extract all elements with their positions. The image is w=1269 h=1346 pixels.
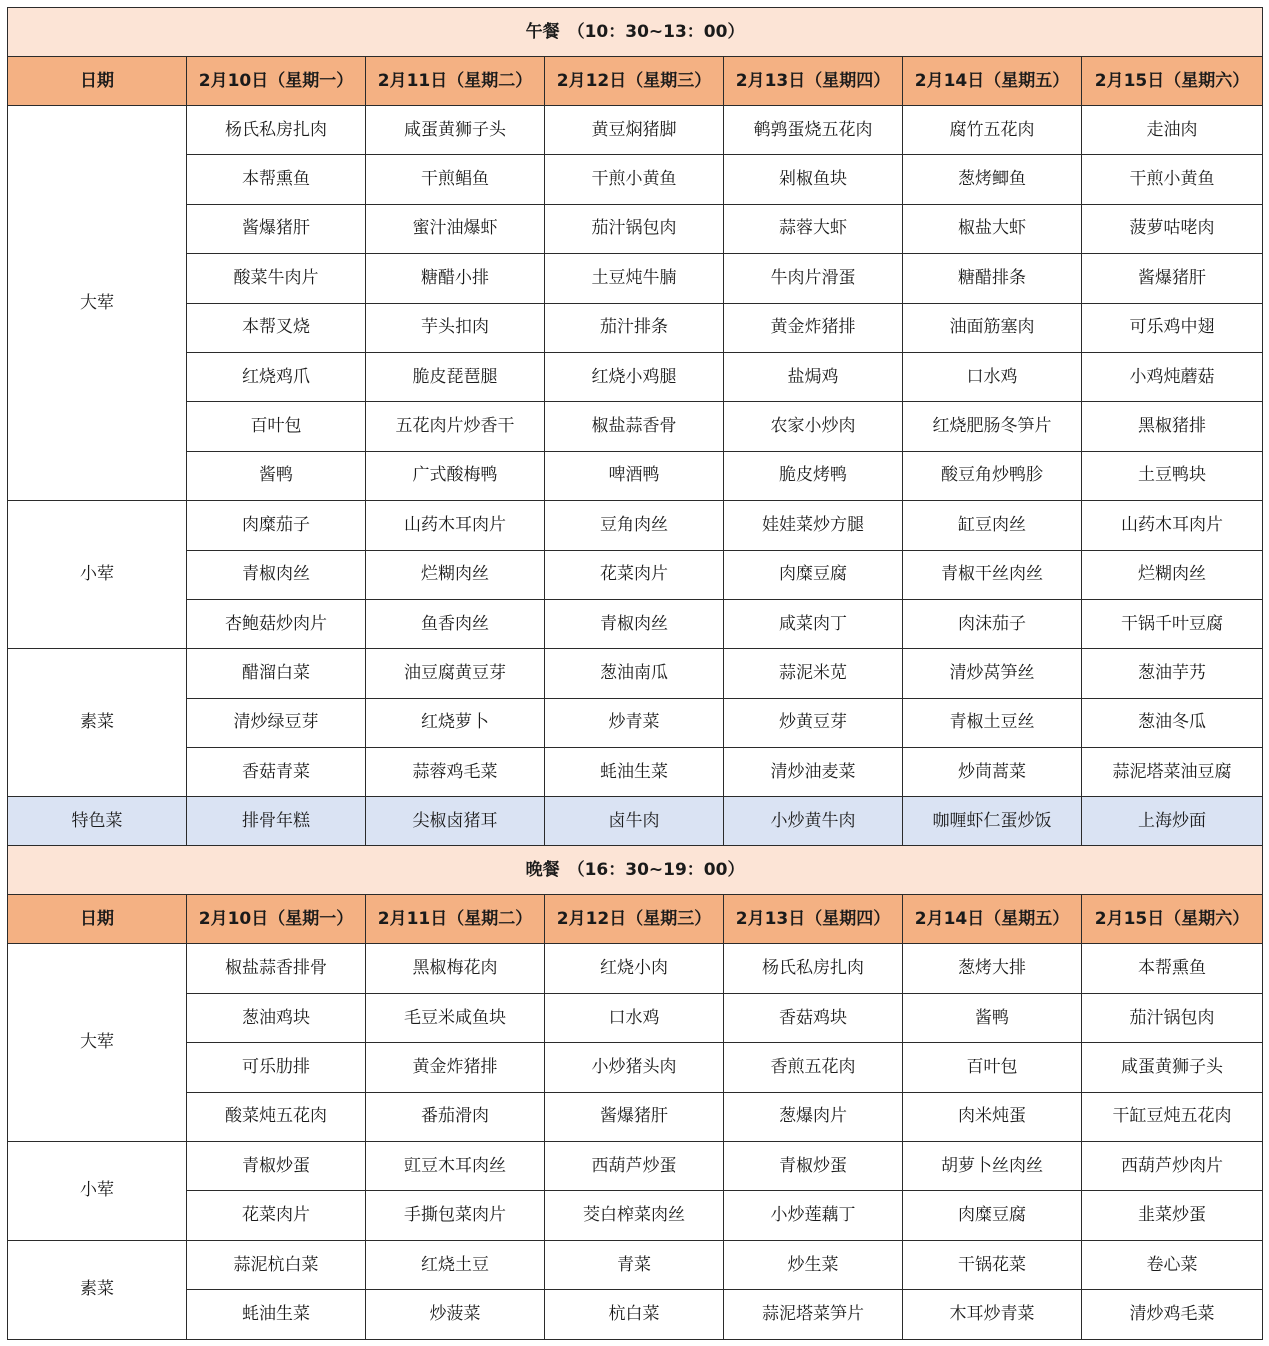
dish-cell: 糖醋排条	[903, 254, 1082, 303]
dish-cell: 肉糜茄子	[187, 501, 366, 550]
day-header: 2月15日（星期六）	[1082, 895, 1263, 944]
special-label: 特色菜	[8, 797, 187, 846]
dish-cell: 红烧小肉	[545, 944, 724, 993]
dish-cell: 红烧鸡爪	[187, 352, 366, 401]
dish-cell: 蚝油生菜	[187, 1290, 366, 1339]
dish-cell: 椒盐蒜香排骨	[187, 944, 366, 993]
dish-cell: 木耳炒青菜	[903, 1290, 1082, 1339]
dish-cell: 剁椒鱼块	[724, 155, 903, 204]
day-header: 2月10日（星期一）	[187, 895, 366, 944]
dish-cell: 酱鸭	[903, 993, 1082, 1042]
dish-cell: 蒜蓉鸡毛菜	[366, 748, 545, 797]
weekly-menu-table	[7, 7, 1263, 1340]
dish-cell: 醋溜白菜	[187, 649, 366, 698]
lunch-title-cell	[8, 8, 1263, 57]
dish-cell: 山药木耳肉片	[366, 501, 545, 550]
dish-cell: 炒青菜	[545, 698, 724, 747]
dish-cell: 卷心菜	[1082, 1240, 1263, 1289]
dish-cell: 干煎小黄鱼	[1082, 155, 1263, 204]
table-row	[8, 1191, 1263, 1240]
dish-cell: 杨氏私房扎肉	[187, 106, 366, 155]
dish-cell: 青椒炒蛋	[724, 1142, 903, 1191]
table-row	[8, 993, 1263, 1042]
dish-cell: 葱油南瓜	[545, 649, 724, 698]
special-dishes-row	[8, 797, 1263, 846]
dish-cell: 胡萝卜丝肉丝	[903, 1142, 1082, 1191]
table-row	[8, 944, 1263, 993]
dish-cell: 清炒油麦菜	[724, 748, 903, 797]
dish-cell: 肉糜豆腐	[724, 550, 903, 599]
dish-cell: 西葫芦炒蛋	[545, 1142, 724, 1191]
table-row	[8, 303, 1263, 352]
dish-cell: 鱼香肉丝	[366, 599, 545, 648]
dish-cell: 蜜汁油爆虾	[366, 204, 545, 253]
dish-cell: 炒生菜	[724, 1240, 903, 1289]
category-label: 小荤	[8, 1142, 187, 1241]
dish-cell: 韭菜炒蛋	[1082, 1191, 1263, 1240]
dish-cell: 小炒莲藕丁	[724, 1191, 903, 1240]
table-row	[8, 1092, 1263, 1141]
day-header: 2月12日（星期三）	[545, 895, 724, 944]
dish-cell: 青椒土豆丝	[903, 698, 1082, 747]
day-header: 2月10日（星期一）	[187, 57, 366, 106]
menu-body	[8, 8, 1263, 1340]
dish-cell: 西葫芦炒肉片	[1082, 1142, 1263, 1191]
dish-cell: 椒盐大虾	[903, 204, 1082, 253]
dish-cell: 豇豆木耳肉丝	[366, 1142, 545, 1191]
dish-cell: 蚝油生菜	[545, 748, 724, 797]
lunch-header-row	[8, 57, 1263, 106]
category-label: 素菜	[8, 649, 187, 797]
dish-cell: 葱油芋艿	[1082, 649, 1263, 698]
table-row	[8, 254, 1263, 303]
dish-cell: 土豆炖牛腩	[545, 254, 724, 303]
table-row	[8, 155, 1263, 204]
dish-cell: 走油肉	[1082, 106, 1263, 155]
special-dish-cell: 小炒黄牛肉	[724, 797, 903, 846]
dish-cell: 鹌鹑蛋烧五花肉	[724, 106, 903, 155]
dish-cell: 盐焗鸡	[724, 352, 903, 401]
dish-cell: 干缸豆炖五花肉	[1082, 1092, 1263, 1141]
dish-cell: 香煎五花肉	[724, 1043, 903, 1092]
dish-cell: 干煎鲳鱼	[366, 155, 545, 204]
table-row	[8, 599, 1263, 648]
dish-cell: 山药木耳肉片	[1082, 501, 1263, 550]
day-header: 2月13日（星期四）	[724, 895, 903, 944]
dish-cell: 本帮叉烧	[187, 303, 366, 352]
dish-cell: 五花肉片炒香干	[366, 402, 545, 451]
day-header: 2月11日（星期二）	[366, 895, 545, 944]
special-dish-cell: 排骨年糕	[187, 797, 366, 846]
day-header: 2月12日（星期三）	[545, 57, 724, 106]
day-header: 2月13日（星期四）	[724, 57, 903, 106]
dish-cell: 酸菜炖五花肉	[187, 1092, 366, 1141]
dish-cell: 茭白榨菜肉丝	[545, 1191, 724, 1240]
table-row	[8, 1240, 1263, 1289]
dish-cell: 糖醋小排	[366, 254, 545, 303]
dish-cell: 番茄滑肉	[366, 1092, 545, 1141]
dish-cell: 青菜	[545, 1240, 724, 1289]
dish-cell: 干锅千叶豆腐	[1082, 599, 1263, 648]
dish-cell: 烂糊肉丝	[366, 550, 545, 599]
dish-cell: 干锅花菜	[903, 1240, 1082, 1289]
dish-cell: 葱烤鲫鱼	[903, 155, 1082, 204]
dish-cell: 黄豆焖猪脚	[545, 106, 724, 155]
dish-cell: 炒茼蒿菜	[903, 748, 1082, 797]
dish-cell: 葱油鸡块	[187, 993, 366, 1042]
dish-cell: 葱爆肉片	[724, 1092, 903, 1141]
date-header: 日期	[8, 57, 187, 106]
dish-cell: 青椒炒蛋	[187, 1142, 366, 1191]
dish-cell: 清炒绿豆芽	[187, 698, 366, 747]
day-header: 2月14日（星期五）	[903, 57, 1082, 106]
dish-cell: 油面筋塞肉	[903, 303, 1082, 352]
dish-cell: 红烧小鸡腿	[545, 352, 724, 401]
dish-cell: 小鸡炖蘑菇	[1082, 352, 1263, 401]
dish-cell: 毛豆米咸鱼块	[366, 993, 545, 1042]
table-row	[8, 402, 1263, 451]
dinner-title-cell	[8, 846, 1263, 895]
special-dish-cell: 尖椒卤猪耳	[366, 797, 545, 846]
dish-cell: 蒜泥塔菜油豆腐	[1082, 748, 1263, 797]
dish-cell: 花菜肉片	[187, 1191, 366, 1240]
dish-cell: 炒菠菜	[366, 1290, 545, 1339]
dish-cell: 香菇鸡块	[724, 993, 903, 1042]
table-row	[8, 106, 1263, 155]
dinner-title: 晚餐	[525, 859, 560, 880]
table-row	[8, 649, 1263, 698]
dish-cell: 酸豆角炒鸭胗	[903, 451, 1082, 500]
dish-cell: 清炒鸡毛菜	[1082, 1290, 1263, 1339]
dish-cell: 香菇青菜	[187, 748, 366, 797]
dish-cell: 黑椒梅花肉	[366, 944, 545, 993]
dish-cell: 土豆鸭块	[1082, 451, 1263, 500]
dinner-time: （16：30~19：00）	[567, 859, 745, 880]
dish-cell: 酸菜牛肉片	[187, 254, 366, 303]
dish-cell: 腐竹五花肉	[903, 106, 1082, 155]
lunch-title-row	[8, 8, 1263, 57]
dish-cell: 口水鸡	[545, 993, 724, 1042]
dish-cell: 脆皮琵琶腿	[366, 352, 545, 401]
dish-cell: 蒜泥塔菜笋片	[724, 1290, 903, 1339]
dish-cell: 青椒干丝肉丝	[903, 550, 1082, 599]
dish-cell: 小炒猪头肉	[545, 1043, 724, 1092]
table-row	[8, 1290, 1263, 1339]
dish-cell: 杭白菜	[545, 1290, 724, 1339]
dish-cell: 黄金炸猪排	[366, 1043, 545, 1092]
dish-cell: 酱爆猪肝	[187, 204, 366, 253]
table-row	[8, 451, 1263, 500]
category-label: 素菜	[8, 1240, 187, 1339]
dish-cell: 酱爆猪肝	[1082, 254, 1263, 303]
dish-cell: 广式酸梅鸭	[366, 451, 545, 500]
lunch-time: （10：30~13：00）	[567, 21, 745, 42]
dish-cell: 芋头扣肉	[366, 303, 545, 352]
special-dish-cell: 咖喱虾仁蛋炒饭	[903, 797, 1082, 846]
dish-cell: 红烧土豆	[366, 1240, 545, 1289]
dish-cell: 可乐肋排	[187, 1043, 366, 1092]
dish-cell: 缸豆肉丝	[903, 501, 1082, 550]
dish-cell: 葱油冬瓜	[1082, 698, 1263, 747]
table-row	[8, 501, 1263, 550]
dish-cell: 炒黄豆芽	[724, 698, 903, 747]
dish-cell: 花菜肉片	[545, 550, 724, 599]
dish-cell: 干煎小黄鱼	[545, 155, 724, 204]
dish-cell: 酱爆猪肝	[545, 1092, 724, 1141]
dish-cell: 清炒莴笋丝	[903, 649, 1082, 698]
dish-cell: 杏鲍菇炒肉片	[187, 599, 366, 648]
dish-cell: 咸蛋黄狮子头	[366, 106, 545, 155]
dish-cell: 肉糜豆腐	[903, 1191, 1082, 1240]
dish-cell: 烂糊肉丝	[1082, 550, 1263, 599]
dish-cell: 茄汁排条	[545, 303, 724, 352]
dish-cell: 百叶包	[903, 1043, 1082, 1092]
special-dish-cell: 卤牛肉	[545, 797, 724, 846]
dish-cell: 农家小炒肉	[724, 402, 903, 451]
special-dish-cell: 上海炒面	[1082, 797, 1263, 846]
table-row	[8, 1142, 1263, 1191]
dish-cell: 红烧肥肠冬笋片	[903, 402, 1082, 451]
table-row	[8, 1043, 1263, 1092]
dish-cell: 黄金炸猪排	[724, 303, 903, 352]
dish-cell: 百叶包	[187, 402, 366, 451]
table-row	[8, 550, 1263, 599]
table-row	[8, 698, 1263, 747]
dish-cell: 红烧萝卜	[366, 698, 545, 747]
table-row	[8, 204, 1263, 253]
day-header: 2月14日（星期五）	[903, 895, 1082, 944]
day-header: 2月11日（星期二）	[366, 57, 545, 106]
dish-cell: 肉沫茄子	[903, 599, 1082, 648]
dish-cell: 啤酒鸭	[545, 451, 724, 500]
table-row	[8, 352, 1263, 401]
dish-cell: 酱鸭	[187, 451, 366, 500]
dish-cell: 茄汁锅包肉	[1082, 993, 1263, 1042]
dish-cell: 葱烤大排	[903, 944, 1082, 993]
dish-cell: 蒜泥杭白菜	[187, 1240, 366, 1289]
dish-cell: 口水鸡	[903, 352, 1082, 401]
dinner-header-row	[8, 895, 1263, 944]
dish-cell: 油豆腐黄豆芽	[366, 649, 545, 698]
dish-cell: 咸蛋黄狮子头	[1082, 1043, 1263, 1092]
dish-cell: 手撕包菜肉片	[366, 1191, 545, 1240]
dish-cell: 蒜蓉大虾	[724, 204, 903, 253]
dish-cell: 豆角肉丝	[545, 501, 724, 550]
dish-cell: 蒜泥米苋	[724, 649, 903, 698]
category-label: 大荤	[8, 944, 187, 1142]
dish-cell: 青椒肉丝	[545, 599, 724, 648]
dish-cell: 脆皮烤鸭	[724, 451, 903, 500]
day-header: 2月15日（星期六）	[1082, 57, 1263, 106]
dish-cell: 杨氏私房扎肉	[724, 944, 903, 993]
category-label: 大荤	[8, 106, 187, 501]
lunch-title: 午餐	[525, 21, 560, 42]
dish-cell: 椒盐蒜香骨	[545, 402, 724, 451]
dish-cell: 黑椒猪排	[1082, 402, 1263, 451]
dinner-title-row	[8, 846, 1263, 895]
dish-cell: 娃娃菜炒方腿	[724, 501, 903, 550]
dish-cell: 本帮熏鱼	[1082, 944, 1263, 993]
table-row	[8, 748, 1263, 797]
dish-cell: 咸菜肉丁	[724, 599, 903, 648]
dish-cell: 肉米炖蛋	[903, 1092, 1082, 1141]
category-label: 小荤	[8, 501, 187, 649]
date-header: 日期	[8, 895, 187, 944]
dish-cell: 茄汁锅包肉	[545, 204, 724, 253]
dish-cell: 本帮熏鱼	[187, 155, 366, 204]
dish-cell: 牛肉片滑蛋	[724, 254, 903, 303]
dish-cell: 可乐鸡中翅	[1082, 303, 1263, 352]
dish-cell: 菠萝咕咾肉	[1082, 204, 1263, 253]
dish-cell: 青椒肉丝	[187, 550, 366, 599]
